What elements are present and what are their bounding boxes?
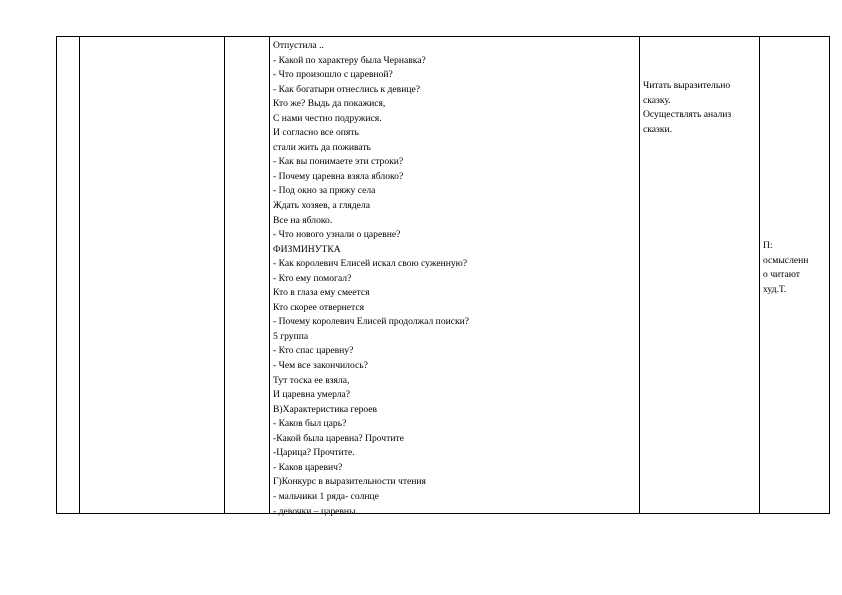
- content-line: - Как вы понимаете эти строки?: [273, 156, 404, 168]
- content-line: - мальчики 1 ряда- солнце: [273, 490, 379, 502]
- content-line: С нами честно подружися.: [273, 112, 382, 124]
- content-line: Кто скорее отвернется: [273, 301, 364, 313]
- student-activity-line: сказку.: [643, 94, 671, 106]
- student-activity-line: Осуществлять анализ: [643, 109, 732, 120]
- assessment-line: осмысленн: [763, 254, 809, 266]
- assessment-line: худ.Т.: [763, 283, 787, 295]
- assessment-cell: [763, 239, 827, 297]
- content-line: В)Характеристика героев: [273, 403, 378, 415]
- content-line: Отпустила ..: [273, 40, 324, 51]
- column-divider: [269, 37, 270, 513]
- content-line: - Чем все закончилось?: [273, 360, 368, 372]
- content-line: -Царица? Прочтите.: [273, 447, 355, 459]
- column-divider: [639, 37, 640, 513]
- content-line: - Что произошло с царевной?: [273, 69, 393, 81]
- content-line: - Каков царевич?: [273, 461, 343, 473]
- content-line: - Кто спас царевну?: [273, 345, 354, 357]
- content-line: И согласно все опять: [273, 127, 359, 139]
- table-cell-stage: [80, 37, 224, 513]
- content-line: - девочки – царевны: [273, 505, 356, 517]
- assessment-line: о читают: [763, 269, 800, 280]
- table-cell-time: [225, 37, 269, 513]
- content-line: - Какой по характеру была Чернавка?: [273, 54, 426, 66]
- content-line: Все на яблоко.: [273, 214, 333, 226]
- content-line: И царевна умерла?: [273, 389, 351, 401]
- content-line: 5 группа: [273, 330, 309, 342]
- content-line: Кто в глаза ему смеется: [273, 287, 370, 299]
- lesson-table: [56, 36, 830, 517]
- content-line: Ждать хозяев, а глядела: [273, 200, 370, 212]
- student-activity-cell: [643, 79, 761, 137]
- table-cell-number: [57, 37, 79, 513]
- content-line: - Кто ему помогал?: [273, 272, 352, 284]
- content-line: - Почему царевна взяла яблоко?: [273, 170, 404, 182]
- content-line: Кто же? Выдь да покажися,: [273, 98, 386, 110]
- content-line: - Как богатыри отнеслись к девице?: [273, 83, 420, 95]
- student-activity-line: сказки.: [643, 123, 673, 135]
- content-line: - Что нового узнали о царевне?: [273, 229, 401, 241]
- content-line: Тут тоска ее взяла,: [273, 374, 350, 386]
- content-line: - Под окно за пряжу села: [273, 185, 376, 197]
- content-line: - Почему королевич Елисей продолжал поиски?: [273, 316, 470, 328]
- content-line: -Какой была царевна? Прочтите: [273, 432, 404, 444]
- content-line: Г)Конкурс в выразительности чтения: [273, 476, 426, 488]
- assessment-line: П:: [763, 240, 773, 251]
- content-line: - Как королевич Елисей искал свою суженную?: [273, 258, 468, 270]
- student-activity-line: Читать выразительно: [643, 80, 731, 91]
- content-line: стали жить да поживать: [273, 141, 371, 153]
- content-line: ФИЗМИНУТКА: [273, 243, 341, 255]
- content-line: - Каков был царь?: [273, 418, 347, 430]
- lesson-content-lines: [273, 39, 639, 519]
